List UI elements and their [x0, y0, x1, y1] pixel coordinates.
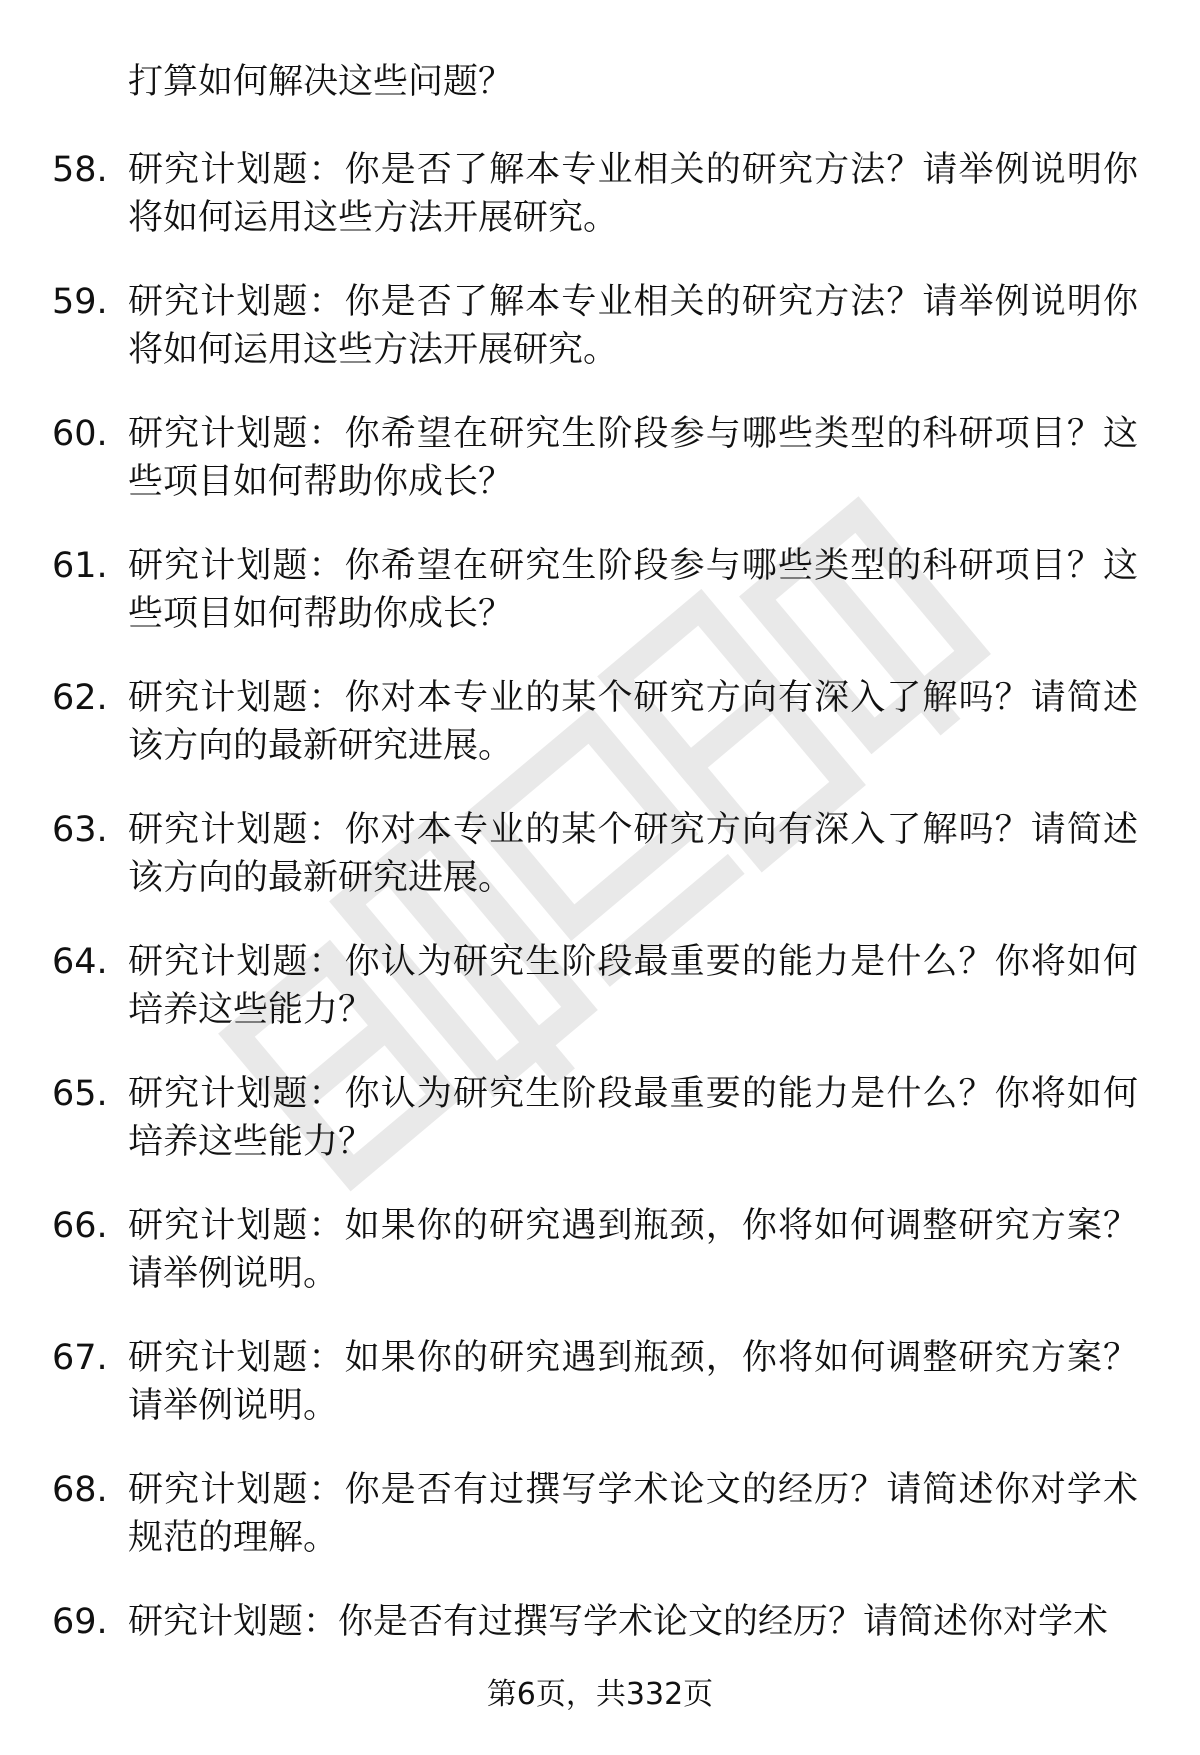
question-number: 65. [52, 1074, 108, 1114]
question-number: 60. [52, 414, 108, 454]
question-item [0, 1058, 1200, 1190]
question-text: 研究计划题：如果你的研究遇到瓶颈，你将如何调整研究方案？请举例说明。 [128, 1338, 1138, 1426]
question-text: 研究计划题：你希望在研究生阶段参与哪些类型的科研项目？这些项目如何帮助你成长？ [128, 414, 1138, 502]
question-text: 研究计划题：你是否了解本专业相关的研究方法？请举例说明你将如何运用这些方法开展研究。 [128, 282, 1138, 370]
question-text: 研究计划题：你希望在研究生阶段参与哪些类型的科研项目？这些项目如何帮助你成长？ [128, 546, 1138, 634]
question-number: 58. [52, 150, 108, 190]
question-number: 59. [52, 282, 108, 322]
question-number: 64. [52, 942, 108, 982]
question-number: 66. [52, 1206, 108, 1246]
question-text: 研究计划题：如果你的研究遇到瓶颈，你将如何调整研究方案？请举例说明。 [128, 1206, 1138, 1294]
question-item [0, 1454, 1200, 1586]
question-item [0, 926, 1200, 1058]
question-number: 63. [52, 810, 108, 850]
question-number: 68. [52, 1470, 108, 1510]
question-number: 61. [52, 546, 108, 586]
question-item [0, 530, 1200, 662]
question-item [0, 134, 1200, 266]
question-item [0, 398, 1200, 530]
question-text: 研究计划题：你认为研究生阶段最重要的能力是什么？你将如何培养这些能力？ [128, 942, 1138, 1030]
question-list [0, 134, 1200, 1718]
question-text: 研究计划题：你是否有过撰写学术论文的经历？请简述你对学术 [128, 1602, 1109, 1642]
question-text: 研究计划题：你是否了解本专业相关的研究方法？请举例说明你将如何运用这些方法开展研究。 [128, 150, 1138, 238]
question-text: 研究计划题：你认为研究生阶段最重要的能力是什么？你将如何培养这些能力？ [128, 1074, 1138, 1162]
question-item [0, 1190, 1200, 1322]
question-item [0, 794, 1200, 926]
question-number: 69. [52, 1602, 108, 1642]
question-item [0, 662, 1200, 794]
question-number: 67. [52, 1338, 108, 1378]
question-item [0, 1322, 1200, 1454]
page-footer: 第6页，共332页 [486, 1677, 714, 1712]
question-text: 研究计划题：你对本专业的某个研究方向有深入了解吗？请简述该方向的最新研究进展。 [128, 810, 1138, 898]
continuation-text: 打算如何解决这些问题？ [128, 62, 514, 102]
question-text: 研究计划题：你是否有过撰写学术论文的经历？请简述你对学术规范的理解。 [128, 1470, 1138, 1558]
question-number: 62. [52, 678, 108, 718]
question-text: 研究计划题：你对本专业的某个研究方向有深入了解吗？请简述该方向的最新研究进展。 [128, 678, 1138, 766]
question-item [0, 266, 1200, 398]
